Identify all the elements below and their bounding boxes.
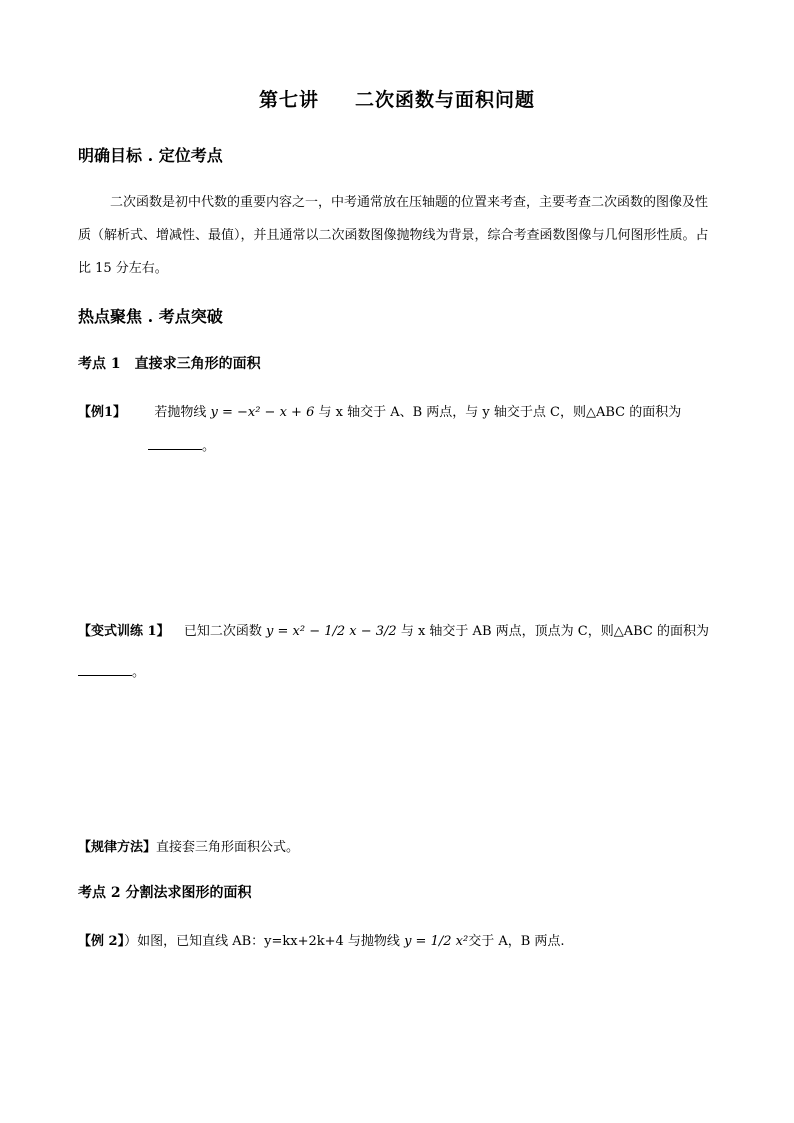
- section-heading-focus: 热点聚焦 . 考点突破: [78, 307, 223, 326]
- variant1-label: 【变式训练 1】: [78, 624, 170, 639]
- example1: [78, 396, 728, 429]
- example1-answer-line: [148, 430, 215, 463]
- example2: [78, 925, 728, 958]
- variant1-end: 。: [132, 665, 146, 680]
- method-label: 【规律方法】: [78, 840, 157, 855]
- method-text: 直接套三角形面积公式。: [156, 840, 300, 855]
- intro-paragraph: 二次函数是初中代数的重要内容之一，中考通常放在压轴题的位置来考查，主要考查二次函数的图像及性质（解析式、增减性、最值），并且通常以二次函数图像抛物线为背景，综合考查函数图像与几何图形性质。占比 15 分左右。: [78, 195, 709, 276]
- variant1-blank[interactable]: [78, 661, 132, 676]
- variant1: [78, 615, 728, 648]
- variant1-formula: y = x² − 1/2 x − 3/2: [266, 624, 397, 639]
- example2-formula: y = 1/2 x²: [404, 934, 469, 949]
- variant1-text-after: 与 x 轴交于 AB 两点，顶点为 C，则△ABC 的面积为: [400, 624, 709, 639]
- kaodian2-heading: 考点 2 分割法求图形的面积: [78, 885, 252, 901]
- example1-text-before: 若抛物线: [154, 405, 207, 420]
- example1-formula: y = −x² − x + 6: [210, 405, 315, 420]
- page-title: [0, 85, 794, 112]
- example1-text-after: 与 x 轴交于 A、B 两点，与 y 轴交于点 C，则△ABC 的面积为: [318, 405, 682, 420]
- example2-label: 【例 2】: [78, 934, 125, 949]
- variant1-text-before: 已知二次函数: [183, 624, 262, 639]
- title-lecture-number: 第七讲: [258, 89, 319, 111]
- variant1-answer-line: [78, 656, 145, 689]
- example1-label: 【例1】: [78, 405, 127, 420]
- example2-text-after: 交于 A，B 两点.: [468, 934, 565, 949]
- title-topic: 二次函数与面积问题: [355, 89, 536, 111]
- kaodian1-heading: 考点 1 直接求三角形的面积: [78, 356, 261, 372]
- example2-text-before: ）如图，已知直线 AB：y=kx+2k+4 与抛物线: [124, 934, 400, 949]
- example1-blank[interactable]: [148, 435, 202, 450]
- method-note: [78, 831, 299, 864]
- section-heading-goals: 明确目标 . 定位考点: [78, 146, 223, 165]
- example1-end: 。: [202, 439, 216, 454]
